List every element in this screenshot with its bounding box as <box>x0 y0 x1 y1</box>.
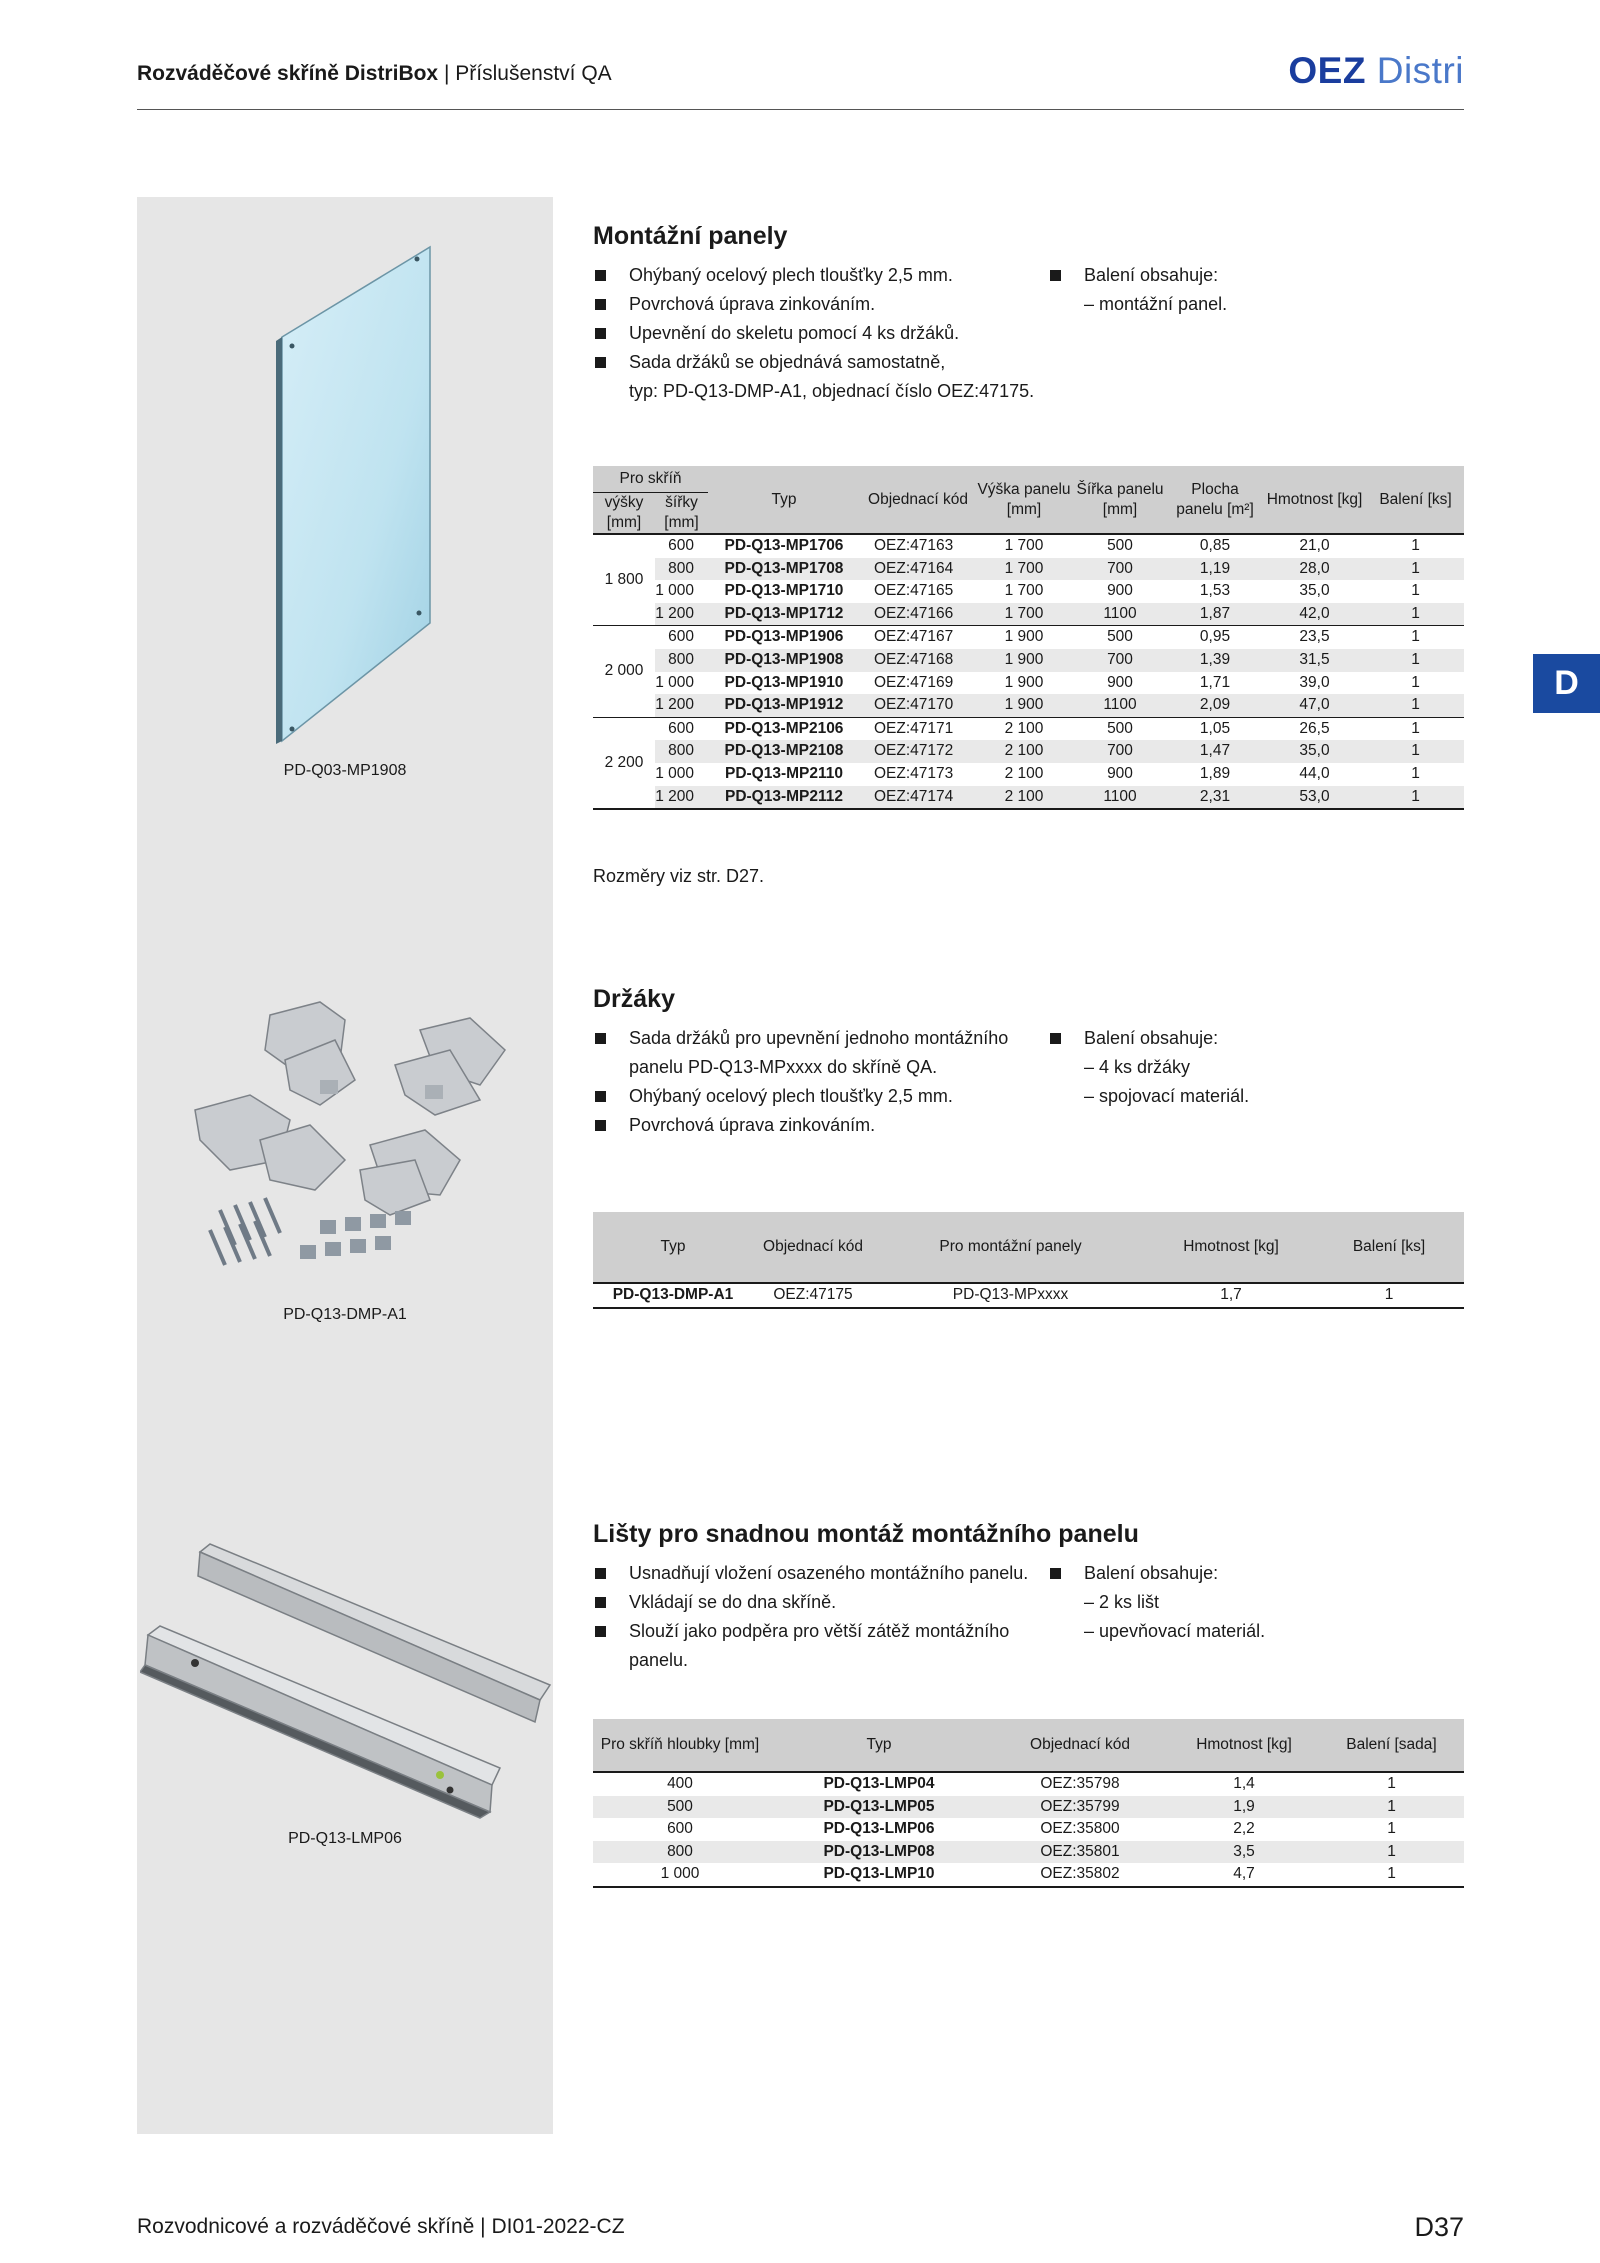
cell-sirka: 900 <box>1107 582 1133 600</box>
caption-brackets: PD-Q13-DMP-A1 <box>283 1306 407 1323</box>
cell-hmotnost: 42,0 <box>1262 603 1367 626</box>
table-row <box>593 763 1464 786</box>
cell-sirka: 700 <box>1072 649 1168 672</box>
cell-hmotnost: 1,9 <box>1169 1796 1319 1819</box>
feature-item: Ohýbaný ocelový plech tloušťky 2,5 mm. <box>593 261 1053 290</box>
cell-depth: 400 <box>667 1775 693 1792</box>
cell-typ: PD-Q13-MP2112 <box>708 786 860 810</box>
package-item: – 4 ks držáky <box>1084 1057 1191 1077</box>
cell-plocha: 1,19 <box>1168 558 1262 581</box>
table-row <box>593 603 1464 626</box>
cell-kod: OEZ:47171 <box>874 719 954 737</box>
cell-typ: PD-Q13-LMP05 <box>767 1796 991 1819</box>
header-title <box>137 62 612 86</box>
cell-typ: PD-Q13-LMP06 <box>823 1820 935 1838</box>
th-typ: Typ <box>593 1212 753 1283</box>
cell-sirka: 500 <box>1107 628 1133 646</box>
logo-distri: Distri <box>1376 50 1464 91</box>
cell-vyska: 1 700 <box>1004 537 1044 554</box>
cell-baleni: 1 <box>1367 786 1464 810</box>
oez-distri-logo <box>1288 50 1464 92</box>
cell-sirka: 500 <box>1107 719 1133 737</box>
cell-width: 1 000 <box>655 582 694 600</box>
mounting-panel-image <box>262 245 432 745</box>
section-tab-d[interactable]: D <box>1533 654 1600 713</box>
cell-vyska: 2 100 <box>1004 719 1044 737</box>
cell-plocha: 2,09 <box>1168 694 1262 717</box>
package-heading: Balení obsahuje: <box>1048 1559 1328 1588</box>
cell-vyska: 1 900 <box>1004 673 1044 691</box>
th-pro-skrini: Pro skříň <box>593 466 708 493</box>
th-hmotnost: Hmotnost [kg] <box>1262 466 1367 534</box>
cell-hmotnost: 31,5 <box>1262 649 1367 672</box>
cell-depth: 1 000 <box>660 1865 700 1883</box>
cell-sirka: 1100 <box>1072 786 1168 810</box>
cell-width: 1 200 <box>655 694 708 717</box>
cell-baleni: 1 <box>1387 1865 1396 1883</box>
cell-typ: PD-Q13-MP1706 <box>724 537 844 554</box>
feature-item: Ohýbaný ocelový plech tloušťky 2,5 mm. <box>593 1082 1053 1111</box>
cell-plocha: 1,89 <box>1199 764 1231 782</box>
cell-typ: PD-Q13-MP1906 <box>724 628 844 646</box>
cell-typ: PD-Q13-DMP-A1 <box>612 1286 734 1303</box>
feature-item: Vkládají se do dna skříně. <box>593 1588 1053 1617</box>
cell-vyska: 1 700 <box>976 558 1072 581</box>
header-title-bold: Rozváděčové skříně DistriBox <box>137 62 439 85</box>
package-item: – montážní panel. <box>1084 294 1228 314</box>
table-row <box>593 649 1464 672</box>
cell-vyska: 1 700 <box>1004 582 1044 600</box>
table-row <box>593 1772 1464 1796</box>
cell-depth: 600 <box>667 1820 693 1838</box>
cell-kod: OEZ:47175 <box>773 1286 853 1303</box>
logo-oez: OEZ <box>1288 50 1366 91</box>
brackets-image <box>180 990 516 1285</box>
cell-width: 1 200 <box>655 786 708 810</box>
header-title-rest: Příslušenství QA <box>455 62 612 85</box>
page-number: D37 <box>1414 2212 1464 2242</box>
cell-hmotnost: 1,7 <box>1220 1286 1242 1303</box>
cell-width: 1 200 <box>655 603 708 626</box>
cell-baleni: 1 <box>1367 740 1464 763</box>
caption-rails: PD-Q13-LMP06 <box>288 1830 402 1847</box>
table-row <box>593 786 1464 810</box>
mounting-panels-features <box>593 261 1053 406</box>
cell-hmotnost: 35,0 <box>1262 740 1367 763</box>
cell-depth: 500 <box>593 1796 767 1819</box>
th-vyska: Výška panelu [mm] <box>976 466 1072 534</box>
cell-height: 1 800 <box>604 570 644 588</box>
cell-sirka: 900 <box>1107 764 1133 782</box>
cell-kod: OEZ:47163 <box>874 537 954 554</box>
table-row <box>593 694 1464 717</box>
brackets-features <box>593 1024 1053 1140</box>
rails-features <box>593 1559 1053 1675</box>
cell-hmotnost: 23,5 <box>1299 628 1330 646</box>
cell-baleni: 1 <box>1384 1286 1394 1303</box>
cell-typ: PD-Q13-MP1912 <box>708 694 860 717</box>
rails-table <box>593 1719 1464 1888</box>
cell-baleni: 1 <box>1367 649 1464 672</box>
feature-item-continued: panelu PD-Q13-MPxxxx do skříně QA. <box>629 1057 938 1077</box>
cell-plocha: 1,87 <box>1168 603 1262 626</box>
cell-vyska: 2 100 <box>976 786 1072 810</box>
feature-item: Povrchová úprava zinkováním. <box>593 290 1053 319</box>
th-hmotnost: Hmotnost [kg] <box>1169 1719 1319 1772</box>
section-title-brackets: Držáky <box>593 985 675 1013</box>
cell-width: 600 <box>668 628 694 646</box>
th-baleni: Balení [ks] <box>1367 466 1464 534</box>
cell-vyska: 2 100 <box>1004 764 1044 782</box>
table-row <box>593 740 1464 763</box>
cell-width: 800 <box>655 740 708 763</box>
mounting-panels-table <box>593 466 1464 810</box>
cell-hmotnost: 21,0 <box>1299 537 1330 554</box>
cell-height: 2 200 <box>604 753 644 771</box>
cell-baleni: 1 <box>1411 537 1420 554</box>
cell-typ: PD-Q13-LMP04 <box>823 1775 935 1792</box>
feature-item: Slouží jako podpěra pro větší zátěž montážního <box>593 1617 1053 1646</box>
cell-hmotnost: 44,0 <box>1299 764 1330 782</box>
package-item: – upevňovací materiál. <box>1084 1621 1266 1641</box>
cell-plocha: 1,39 <box>1168 649 1262 672</box>
th-hmotnost: Hmotnost [kg] <box>1148 1212 1314 1283</box>
cell-plocha: 2,31 <box>1168 786 1262 810</box>
th-pro: Pro montážní panely <box>873 1212 1148 1283</box>
package-item: – 2 ks lišt <box>1084 1592 1160 1612</box>
cell-sirka: 700 <box>1072 558 1168 581</box>
section-title-mounting-panels: Montážní panely <box>593 222 788 250</box>
rails-image <box>140 1540 560 1820</box>
dimensions-note: Rozměry viz str. D27. <box>593 866 765 886</box>
table-row <box>593 1863 1464 1887</box>
cell-width: 600 <box>668 537 694 554</box>
table-row <box>593 534 1464 558</box>
cell-kod: OEZ:47169 <box>874 673 954 691</box>
cell-sirka: 900 <box>1107 673 1133 691</box>
cell-typ: PD-Q13-MP1908 <box>708 649 860 672</box>
th-baleni: Balení [sada] <box>1319 1719 1464 1772</box>
cell-vyska: 1 700 <box>976 603 1072 626</box>
cell-kod: OEZ:47173 <box>874 764 954 782</box>
cell-baleni: 1 <box>1411 673 1420 691</box>
table-row <box>593 672 1464 695</box>
package-heading: Balení obsahuje: <box>1048 261 1328 290</box>
feature-item: Sada držáků pro upevnění jednoho montážního <box>593 1024 1053 1053</box>
cell-hmotnost: 39,0 <box>1299 673 1330 691</box>
cell-hmotnost: 1,4 <box>1233 1775 1255 1792</box>
cell-hmotnost: 28,0 <box>1262 558 1367 581</box>
feature-item: Sada držáků se objednává samostatně, <box>593 348 1053 377</box>
cell-kod: OEZ:47166 <box>860 603 976 626</box>
cell-vyska: 1 900 <box>976 694 1072 717</box>
cell-height: 2 000 <box>604 662 644 680</box>
table-row <box>593 717 1464 740</box>
table-row <box>593 1796 1464 1819</box>
cell-plocha: 0,95 <box>1199 628 1231 646</box>
cell-baleni: 1 <box>1319 1796 1464 1819</box>
cell-typ: PD-Q13-MP2106 <box>724 719 844 737</box>
header-divider <box>137 109 1464 110</box>
cell-typ: PD-Q13-MP1712 <box>708 603 860 626</box>
rails-package <box>1048 1559 1328 1646</box>
cell-baleni: 1 <box>1387 1820 1396 1838</box>
cell-sirka: 1100 <box>1072 603 1168 626</box>
cell-vyska: 2 100 <box>976 740 1072 763</box>
cell-width: 600 <box>668 719 694 737</box>
table-row <box>593 558 1464 581</box>
cell-baleni: 1 <box>1367 558 1464 581</box>
cell-baleni: 1 <box>1411 719 1420 737</box>
cell-width: 800 <box>655 558 708 581</box>
cell-plocha: 0,85 <box>1199 537 1231 554</box>
cell-plocha: 1,05 <box>1199 719 1231 737</box>
cell-plocha: 1,71 <box>1199 673 1231 691</box>
table-row <box>593 1841 1464 1864</box>
footer-catalog: Rozvodnicové a rozváděčové skříně | DI01-2022-CZ <box>137 2215 625 2238</box>
caption-mounting-panel: PD-Q03-MP1908 <box>283 762 407 779</box>
header-separator: | <box>443 62 450 85</box>
th-baleni: Balení [ks] <box>1314 1212 1464 1283</box>
th-vysky: výšky [mm] <box>593 493 655 535</box>
cell-hmotnost: 4,7 <box>1233 1865 1255 1883</box>
th-sirka: Šířka panelu [mm] <box>1072 466 1168 534</box>
cell-hmotnost: 2,2 <box>1233 1820 1255 1838</box>
cell-hmotnost: 3,5 <box>1169 1841 1319 1864</box>
th-kod: Objednací kód <box>753 1212 873 1283</box>
package-heading: Balení obsahuje: <box>1048 1024 1328 1053</box>
cell-sirka: 1100 <box>1072 694 1168 717</box>
cell-kod: OEZ:35802 <box>1040 1865 1120 1883</box>
cell-baleni: 1 <box>1319 1841 1464 1864</box>
th-kod: Objednací kód <box>991 1719 1169 1772</box>
table-row <box>593 1818 1464 1841</box>
section-title-rails: Lišty pro snadnou montáž montážního panelu <box>593 1520 1139 1548</box>
cell-kod: OEZ:47168 <box>860 649 976 672</box>
th-plocha: Plocha panelu [m²] <box>1168 466 1262 534</box>
cell-vyska: 1 900 <box>1004 628 1044 646</box>
feature-item: Povrchová úprava zinkováním. <box>593 1111 1053 1140</box>
cell-kod: OEZ:47174 <box>860 786 976 810</box>
feature-item: Usnadňují vložení osazeného montážního panelu. <box>593 1559 1053 1588</box>
th-typ: Typ <box>708 466 860 534</box>
table-row <box>593 626 1464 649</box>
cell-typ: PD-Q13-LMP08 <box>767 1841 991 1864</box>
th-typ: Typ <box>767 1719 991 1772</box>
cell-vyska: 1 900 <box>976 649 1072 672</box>
cell-baleni: 1 <box>1367 694 1464 717</box>
package-item: – spojovací materiál. <box>1084 1086 1250 1106</box>
cell-width: 800 <box>655 649 708 672</box>
th-kod: Objednací kód <box>860 466 976 534</box>
cell-hmotnost: 53,0 <box>1262 786 1367 810</box>
table-row <box>593 580 1464 603</box>
cell-sirka: 700 <box>1072 740 1168 763</box>
feature-item: Upevnění do skeletu pomocí 4 ks držáků. <box>593 319 1053 348</box>
cell-kod: OEZ:47165 <box>874 582 954 600</box>
brackets-table <box>593 1212 1464 1309</box>
cell-typ: PD-Q13-MP1710 <box>724 582 844 600</box>
th-sirky: šířky [mm] <box>655 493 708 535</box>
cell-baleni: 1 <box>1411 628 1420 646</box>
cell-kod: OEZ:35799 <box>991 1796 1169 1819</box>
cell-baleni: 1 <box>1411 764 1420 782</box>
cell-width: 1 000 <box>655 764 694 782</box>
cell-baleni: 1 <box>1367 603 1464 626</box>
feature-item-continued: typ: PD-Q13-DMP-A1, objednací číslo OEZ:47175. <box>629 381 1035 401</box>
cell-typ: PD-Q13-MP1910 <box>724 673 844 691</box>
cell-hmotnost: 35,0 <box>1299 582 1330 600</box>
cell-kod: OEZ:35798 <box>1040 1775 1120 1792</box>
cell-kod: OEZ:47167 <box>874 628 954 646</box>
table-row <box>593 1283 1464 1308</box>
feature-item-continued: panelu. <box>629 1650 689 1670</box>
cell-pro: PD-Q13-MPxxxx <box>952 1286 1069 1303</box>
cell-kod: OEZ:47172 <box>860 740 976 763</box>
cell-typ: PD-Q13-MP2110 <box>724 764 844 782</box>
cell-hmotnost: 26,5 <box>1299 719 1330 737</box>
cell-kod: OEZ:47170 <box>860 694 976 717</box>
cell-depth: 800 <box>593 1841 767 1864</box>
cell-typ: PD-Q13-MP1708 <box>708 558 860 581</box>
cell-kod: OEZ:35801 <box>991 1841 1169 1864</box>
cell-hmotnost: 47,0 <box>1262 694 1367 717</box>
cell-typ: PD-Q13-MP2108 <box>708 740 860 763</box>
cell-kod: OEZ:47164 <box>860 558 976 581</box>
cell-baleni: 1 <box>1411 582 1420 600</box>
cell-typ: PD-Q13-LMP10 <box>823 1865 935 1883</box>
cell-width: 1 000 <box>655 673 694 691</box>
mounting-panels-package <box>1048 261 1328 319</box>
cell-plocha: 1,53 <box>1199 582 1231 600</box>
brackets-package <box>1048 1024 1328 1111</box>
cell-sirka: 500 <box>1107 537 1133 554</box>
cell-kod: OEZ:35800 <box>1040 1820 1120 1838</box>
cell-plocha: 1,47 <box>1168 740 1262 763</box>
th-pro: Pro skříň hloubky [mm] <box>593 1719 767 1772</box>
cell-baleni: 1 <box>1387 1775 1396 1792</box>
